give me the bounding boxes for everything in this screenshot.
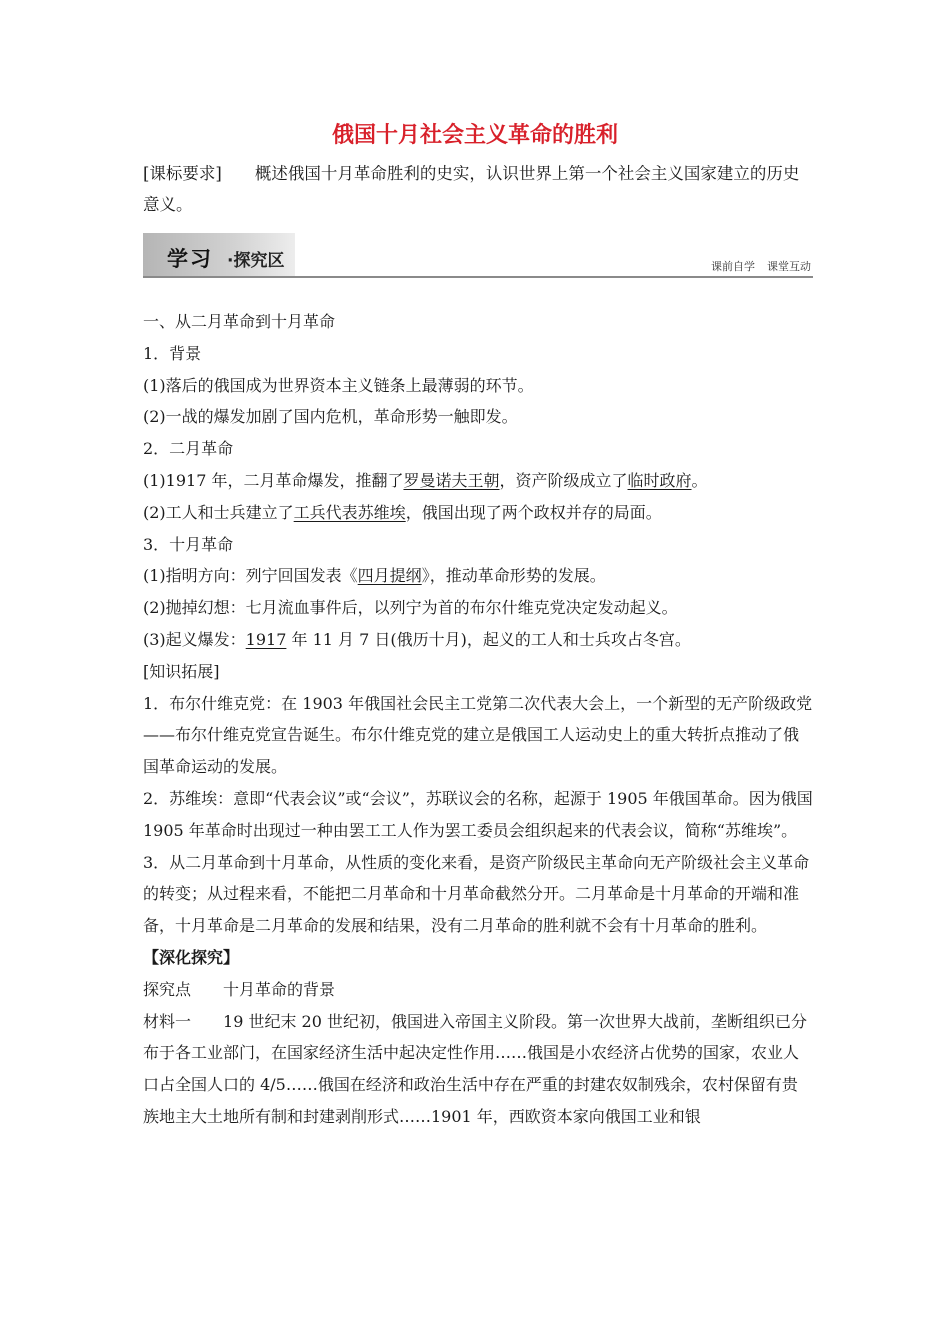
deep-inquiry-label: 【深化探究】 xyxy=(143,947,240,967)
section-heading: 一、从二月革命到十月革命 xyxy=(143,312,336,331)
october-item-3: (3)起义爆发：1917 年 11 月 7 日(俄历十月)，起义的工人和士兵攻占冬宫。 xyxy=(143,629,691,649)
blank-april-theses: 四月提纲 xyxy=(357,566,422,586)
blank-year: 1917 xyxy=(245,629,287,649)
material-one: 材料一 19 世纪末 20 世纪初，俄国进入帝国主义阶段。第一次世界大战前，垄断组织已分布于各工业部门，在国家经济生活中起决定性作用……俄国是小农经济占优势的国家，农业人口占全国人口的 4/5……俄国在经济和政治生活中存在严重的封建农奴制残余，农村保留有贵族地主大土地所有制和封建剥削形式……1901 年，西欧资本家向俄国工业和银 xyxy=(143,1011,807,1126)
background-heading: 1．背景 xyxy=(143,343,202,363)
february-heading: 2．二月革命 xyxy=(143,439,234,459)
banner-links xyxy=(711,258,811,274)
page-title: 俄国十月社会主义革命的胜利 xyxy=(331,123,618,148)
inquiry-point: 探究点 十月革命的背景 xyxy=(143,979,336,999)
banner-link-pre-study: 课前自学 xyxy=(711,260,755,273)
requirement-label: [课标要求] xyxy=(143,164,222,183)
banner-divider xyxy=(143,276,813,278)
main-content xyxy=(143,306,813,1133)
february-item-2: (2)工人和士兵建立了工兵代表苏维埃，俄国出现了两个政权并存的局面。 xyxy=(143,502,662,522)
section-banner xyxy=(143,233,813,279)
blank-romanov-dynasty: 罗曼诺夫王朝 xyxy=(403,470,500,490)
banner-link-class-interaction: 课堂互动 xyxy=(767,260,811,273)
february-item-1: (1)1917 年，二月革命爆发，推翻了罗曼诺夫王朝，资产阶级成立了临时政府。 xyxy=(143,470,708,490)
october-item-2: (2)抛掉幻想：七月流血事件后，以列宁为首的布尔什维克党决定发动起义。 xyxy=(143,598,678,618)
october-item-1: (1)指明方向：列宁回国发表《四月提纲》，推动革命形势的发展。 xyxy=(143,566,606,586)
october-heading: 3．十月革命 xyxy=(143,534,234,554)
requirement-text: 概述俄国十月革命胜利的史实，认识世界上第一个社会主义国家建立的历史意义。 xyxy=(143,164,800,214)
expand-paragraph-1: 1．布尔什维克党：在 1903 年俄国社会民主工党第二次代表大会上，一个新型的无产阶级政党——布尔什维克党宣告诞生。布尔什维克党的建立是俄国工人运动史上的重大转折点推动了俄国革命运动的发展。 xyxy=(143,693,813,777)
curriculum-requirement xyxy=(143,158,811,220)
banner-sub-label: ·探究区 xyxy=(227,251,285,271)
background-item-2: (2)一战的爆发加剧了国内危机，革命形势一触即发。 xyxy=(143,407,518,427)
blank-provisional-government: 临时政府 xyxy=(627,470,692,490)
background-item-1: (1)落后的俄国成为世界资本主义链条上最薄弱的环节。 xyxy=(143,375,534,395)
banner-main-label: 学习 xyxy=(167,247,213,271)
expand-paragraph-3: 3．从二月革命到十月革命，从性质的变化来看，是资产阶级民主革命向无产阶级社会主义革命的转变；从过程来看，不能把二月革命和十月革命截然分开。二月革命是十月革命的开端和准备，十月革命是二月革命的发展和结果，没有二月革命的胜利就不会有十月革命的胜利。 xyxy=(143,852,810,936)
blank-soviet: 工兵代表苏维埃 xyxy=(293,502,406,522)
knowledge-expand-label: [知识拓展] xyxy=(143,661,220,681)
expand-paragraph-2: 2．苏维埃：意即“代表会议”或“会议”，苏联议会的名称，起源于 1905 年俄国革命。因为俄国 1905 年革命时出现过一种由罢工工人作为罢工委员会组织起来的代表会议，简称“苏维埃”。 xyxy=(143,788,813,840)
